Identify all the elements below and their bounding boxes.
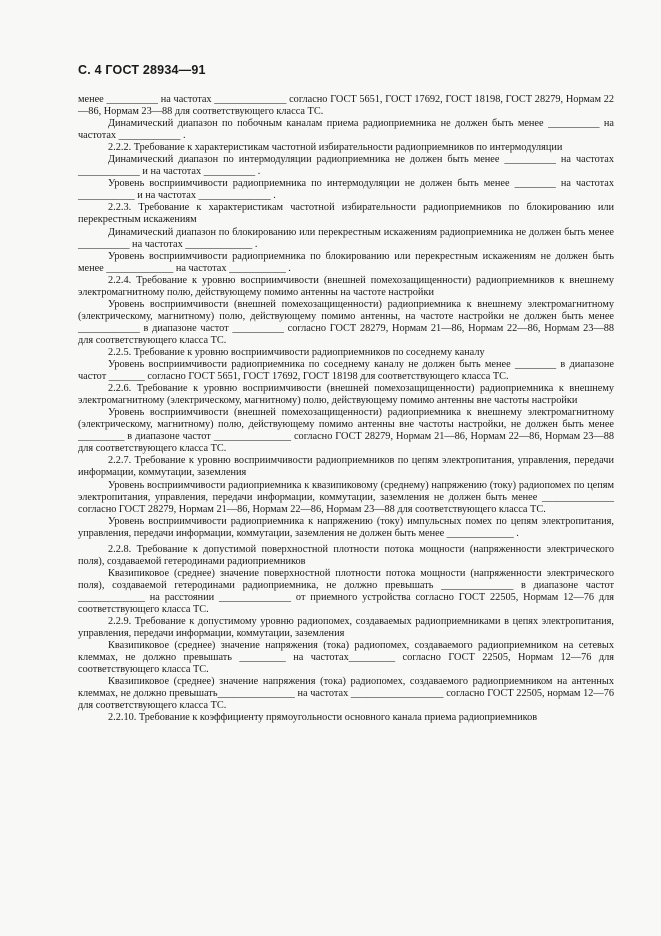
- paragraph: Уровень восприимчивости (внешней помехозащищенности) радиоприемника к внешнему электромагнитному (электрическому, магнитному) полю, действующему помимо антенны вне частоты настройки, не должен быть менее _________ в диапазоне частот _______________ согласно ГОСТ 28279, Нормам 21—86, Нормам 22—86, Нормам 23—88 для соответствующего класса ТС.: [78, 407, 614, 455]
- section-heading: 2.2.3. Требование к характеристикам частотной избирательности радиоприемников по блокированию или перекрестным искажениям: [78, 202, 614, 226]
- section-heading: 2.2.9. Требование к допустимому уровню радиопомех, создаваемых радиоприемниками в цепях электропитания, управления, передачи информации, коммутации, заземления: [78, 616, 614, 640]
- section-heading: 2.2.10. Требование к коэффициенту прямоугольности основного канала приема радиоприемников: [108, 712, 538, 724]
- section-heading: 2.2.2. Требование к характеристикам частотной избирательности радиоприемников по интермодуляции: [108, 142, 563, 154]
- paragraph: Уровень восприимчивости радиоприемника к напряжению (току) импульсных помех по цепям электропитания, управления, передачи информации, коммутации, заземления не должен быть менее _____________ .: [78, 515, 614, 539]
- paragraph: Динамический диапазон по побочным каналам приема радиоприемника не должен быть менее __________ на частотах ____________ .: [78, 118, 614, 142]
- paragraph: Динамический диапазон по блокированию или перекрестным искажениям радиоприемника не должен быть менее __________ на частотах _____________ .: [78, 226, 614, 250]
- paragraph: Уровень восприимчивости радиоприемника по блокированию или перекрестным искажениям не должен быть менее _____________ на частотах ___________ .: [78, 250, 614, 274]
- section-heading: 2.2.6. Требование к уровню восприимчивости (внешней помехозащищенности) радиоприемника к внешнему электромагнитному (электрическому, магнитному) полю, действующему помимо антенны вне частоты настройки: [78, 383, 614, 407]
- paragraph: Динамический диапазон по интермодуляции радиоприемника не должен быть менее __________ на частотах ____________ и на частотах __________ .: [78, 154, 614, 178]
- section-heading: 2.2.8. Требование к допустимой поверхностной плотности потока мощности (напряженности электрического поля), создаваемой гетеродинами радиоприемников: [78, 543, 614, 567]
- page-header: С. 4 ГОСТ 28934—91: [78, 63, 206, 77]
- paragraph: Уровень восприимчивости радиоприемника к квазипиковому (среднему) напряжению (току) радиопомех по цепям электропитания, управления, передачи информации, коммутации, заземления не должен быть менее ______________ согласно ГОСТ 28279, Нормам 21—86, Нормам 22—86, Нормам 23—88 для соответствующего класса ТС.: [78, 479, 614, 515]
- document-body: [78, 94, 614, 724]
- paragraph: Квазипиковое (среднее) значение напряжения (тока) радиопомех, создаваемого радиоприемником на сетевых клеммах, не должно превышать _________ на частотах_________ согласно ГОСТ 22505, Нормам 12—76 для соответствующего класса ТС.: [78, 640, 614, 676]
- paragraph: менее __________ на частотах ______________ согласно ГОСТ 5651, ГОСТ 17692, ГОСТ 18198, ГОСТ 28279, Нормам 22—86, Нормам 23—88 для соответствующего класса ТС.: [78, 94, 614, 118]
- section-heading: 2.2.4. Требование к уровню восприимчивости (внешней помехозащищенности) радиоприемников к внешнему электромагнитному полю, действующему помимо антенны на частоте настройки: [78, 274, 614, 298]
- paragraph: Квазипиковое (среднее) значение поверхностной плотности потока мощности (напряженности электрического поля), создаваемой гетеродинами радиоприемника, не должно превышать ______________ в диапазоне частот _____________ на расстоянии ______________ от приемного устройства согласно ГОСТ 22505, Нормам 12—76 для соответствующего класса ТС.: [78, 567, 614, 615]
- section-heading: 2.2.7. Требование к уровню восприимчивости радиоприемников по цепям электропитания, управления, передачи информации, коммутации, заземления: [78, 455, 614, 479]
- paragraph: Уровень восприимчивости радиоприемника по соседнему каналу не должен быть менее ________ в диапазоне частот _______ согласно ГОСТ 5651, ГОСТ 17692, ГОСТ 18198 для соответствующего класса ТС.: [78, 359, 614, 383]
- paragraph: Уровень восприимчивости (внешней помехозащищенности) радиоприемника к внешнему электромагнитному (электрическому, магнитному) полю, действующему помимо антенны, на частоте настройки не должен быть менее ____________ в диапазоне частот __________ согласно ГОСТ 28279, Нормам 21—86, Нормам 22—86, Нормам 23—88 для соответствующего класса ТС.: [78, 298, 614, 346]
- section-heading: 2.2.5. Требование к уровню восприимчивости радиоприемников по соседнему каналу: [108, 346, 485, 358]
- paragraph: Квазипиковое (среднее) значение напряжения (тока) радиопомех, создаваемого радиоприемником на антенных клеммах, не должно превышать_______________ на частотах __________________ согласно ГОСТ 22505, нормам 12—76 для соответствующего класса ТС.: [78, 676, 614, 712]
- paragraph: Уровень восприимчивости радиоприемника по интермодуляции не должен быть менее ________ на частотах ___________ и на частотах ______________ .: [78, 178, 614, 202]
